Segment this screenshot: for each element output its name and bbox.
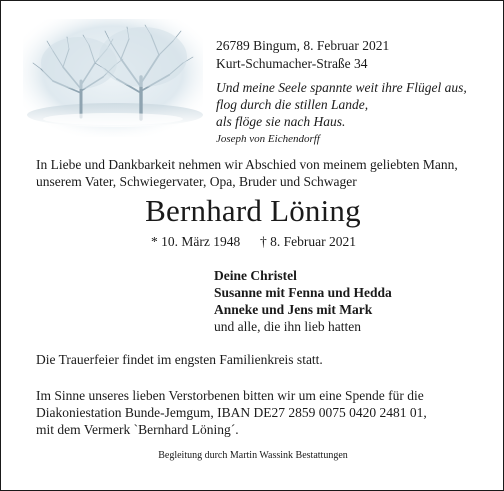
mourner-name: Anneke und Jens mit Mark <box>214 302 373 317</box>
mourner-name: Susanne mit Fenna und Hedda <box>214 285 392 300</box>
funeral-note: Die Trauerfeier findet im engsten Familienkreis statt. <box>36 352 323 367</box>
intro-line: unserem Vater, Schwiegervater, Opa, Bruder und Schwager <box>36 174 357 189</box>
poem-line: Und meine Seele spannte weit ihre Flügel aus, <box>216 80 467 95</box>
address-line-1: 26789 Bingum, 8. Februar 2021 <box>216 38 390 53</box>
poem-author: Joseph von Eichendorff <box>216 133 320 145</box>
poem-line: flog durch die stillen Lande, <box>216 97 369 112</box>
donation-line: Diakoniestation Bunde-Jemgum, IBAN DE27 2859 0075 0420 2481 01, <box>36 405 427 420</box>
undertaker-credit: Begleitung durch Martin Wassink Bestattungen <box>158 450 348 461</box>
donation-line: Im Sinne unseres lieben Verstorbenen bitten wir um eine Spende für die <box>36 388 424 403</box>
address-line-2: Kurt-Schumacher-Straße 34 <box>216 56 368 71</box>
farewell-intro <box>36 156 486 190</box>
poem-line: als flöge sie nach Haus. <box>216 114 346 129</box>
poem-quote <box>216 79 467 147</box>
mourners-list <box>214 267 392 335</box>
donation-request <box>36 387 486 438</box>
mourner-others: und alle, die ihn lieb hatten <box>214 319 361 334</box>
snowy-trees-icon <box>23 19 203 137</box>
mourner-name: Deine Christel <box>214 268 297 283</box>
place-and-date <box>216 37 389 73</box>
deceased-name: Bernhard Löning <box>145 193 361 228</box>
donation-line: mit dem Vermerk `Bernhard Löning´. <box>36 422 239 437</box>
death-date: † 8. Februar 2021 <box>260 234 356 249</box>
intro-line: In Liebe und Dankbarkeit nehmen wir Abschied von meinem geliebten Mann, <box>36 157 458 172</box>
birth-date: * 10. März 1948 <box>151 234 241 249</box>
life-dates <box>151 233 356 251</box>
